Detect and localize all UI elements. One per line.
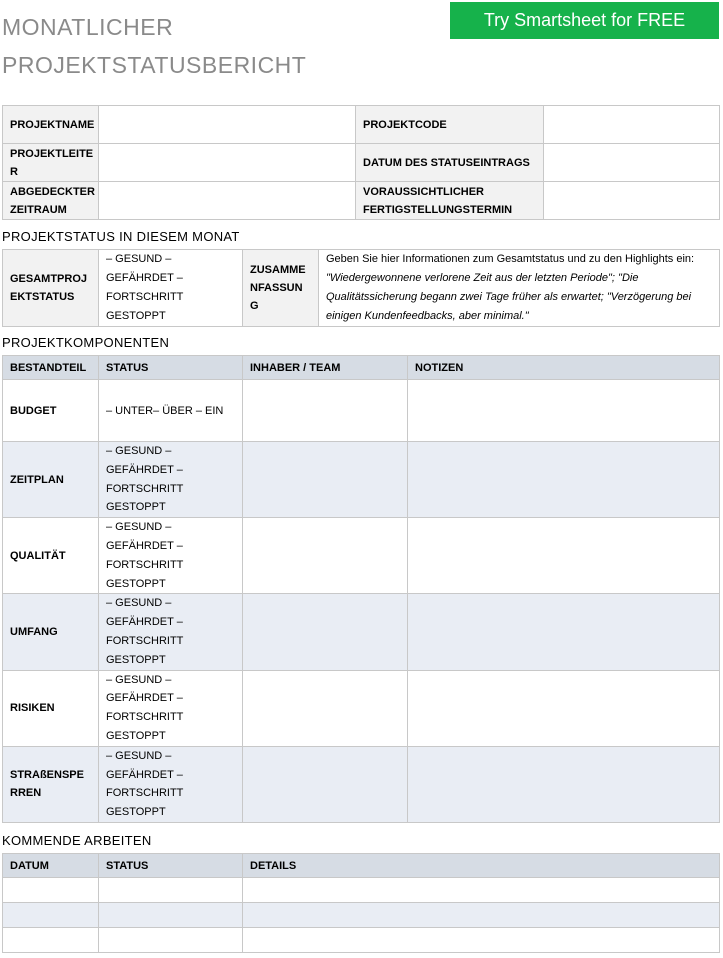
- completion-field[interactable]: [544, 182, 720, 220]
- component-name-quality: [3, 518, 99, 594]
- upcoming-details-field[interactable]: [243, 878, 720, 903]
- status-option: – GESUND –: [106, 521, 172, 534]
- status-option: GESTOPPT: [106, 309, 166, 322]
- period-label-line-2: ZEITRAUM: [10, 203, 67, 216]
- status-option: GEFÄHRDET –: [106, 692, 183, 705]
- status-option: – GESUND –: [106, 445, 172, 457]
- overall-status-table: [2, 249, 720, 327]
- component-name-roadblocks: [3, 746, 99, 822]
- project-lead-field[interactable]: [99, 144, 356, 182]
- component-status-quality[interactable]: [99, 518, 243, 594]
- page-title: [2, 8, 422, 84]
- status-option: GESTOPPT: [106, 653, 166, 666]
- column-header-status: STATUS: [99, 854, 243, 878]
- upcoming-date-field[interactable]: [3, 878, 99, 903]
- period-label: [3, 182, 99, 220]
- status-option: GESTOPPT: [106, 501, 166, 514]
- component-name-schedule: [3, 442, 99, 518]
- project-lead-label: [3, 144, 99, 182]
- component-notes-field[interactable]: [408, 746, 720, 822]
- component-name-budget: BUDGET: [3, 380, 99, 442]
- component-name-scope: [3, 594, 99, 670]
- upcoming-status-field[interactable]: [99, 903, 243, 928]
- component-name-line: ZEITPLAN: [10, 473, 64, 486]
- status-option: GEFÄHRDET –: [106, 616, 183, 629]
- component-owner-field[interactable]: [243, 670, 408, 746]
- component-owner-field[interactable]: [243, 594, 408, 670]
- component-notes-field[interactable]: [408, 442, 720, 518]
- component-name-line: RISIKEN: [10, 702, 55, 715]
- summary-text-field[interactable]: [319, 250, 720, 327]
- status-option: FORTSCHRITT: [106, 634, 184, 647]
- upcoming-status-field[interactable]: [99, 928, 243, 953]
- component-name-line: RREN: [10, 787, 42, 800]
- status-option: GESTOPPT: [106, 806, 166, 819]
- status-option: GESTOPPT: [106, 577, 166, 590]
- title-line-2: PROJEKTSTATUSBERICHT: [2, 52, 307, 78]
- component-status-budget[interactable]: – UNTER– ÜBER – EIN: [99, 380, 243, 442]
- component-notes-field[interactable]: [408, 380, 720, 442]
- summary-label-line-2: NFASSUN: [250, 282, 303, 294]
- status-option: – GESUND –: [106, 749, 172, 762]
- status-date-field[interactable]: [544, 144, 720, 182]
- component-owner-field[interactable]: [243, 746, 408, 822]
- status-option: FORTSCHRITT: [106, 291, 184, 303]
- summary-label: [243, 250, 319, 327]
- upcoming-heading: KOMMENDE ARBEITEN: [2, 833, 152, 848]
- component-status-roadblocks[interactable]: [99, 746, 243, 822]
- status-option: GESTOPPT: [106, 729, 166, 742]
- component-notes-field[interactable]: [408, 518, 720, 594]
- period-field[interactable]: [99, 182, 356, 220]
- component-owner-field[interactable]: [243, 380, 408, 442]
- completion-label-line-2: FERTIGSTELLUNGSTERMIN: [363, 203, 513, 216]
- completion-label-line-1: VORAUSSICHTLICHER: [363, 185, 485, 198]
- upcoming-details-field[interactable]: [243, 928, 720, 953]
- status-option: GEFÄHRDET –: [106, 272, 183, 285]
- column-header-component: BESTANDTEIL: [3, 356, 99, 380]
- component-status-risks[interactable]: [99, 670, 243, 746]
- component-notes-field[interactable]: [408, 670, 720, 746]
- project-code-field[interactable]: [544, 106, 720, 144]
- completion-label: [356, 182, 544, 220]
- column-header-status: STATUS: [99, 356, 243, 380]
- column-header-owner: INHABER / TEAM: [243, 356, 408, 380]
- project-lead-label-line-2: R: [10, 165, 18, 178]
- overall-status-options[interactable]: [99, 250, 243, 327]
- status-option: GEFÄHRDET –: [106, 539, 183, 552]
- components-table: [2, 355, 720, 823]
- status-date-label: DATUM DES STATUSEINTRAGS: [356, 144, 544, 182]
- upcoming-table: [2, 853, 720, 953]
- project-info-table: [2, 105, 720, 220]
- upcoming-date-field[interactable]: [3, 903, 99, 928]
- title-line-1: MONATLICHER: [2, 14, 174, 40]
- component-name-line: QUALITÄT: [10, 549, 66, 562]
- status-option: – GESUND –: [106, 253, 172, 266]
- overall-status-label: [3, 250, 99, 327]
- component-name-line: STRAßENSPE: [10, 769, 84, 782]
- column-header-date: DATUM: [3, 854, 99, 878]
- period-label-line-1: ABGEDECKTER: [10, 185, 95, 198]
- status-option: – GESUND –: [106, 597, 172, 610]
- status-option: – GESUND –: [106, 673, 172, 686]
- status-option: FORTSCHRITT: [106, 558, 184, 571]
- try-smartsheet-button[interactable]: Try Smartsheet for FREE: [450, 2, 719, 39]
- upcoming-details-field[interactable]: [243, 903, 720, 928]
- component-status-schedule[interactable]: [99, 442, 243, 518]
- summary-italic-text: "Wiedergewonnene verlorene Zeit aus der letzten Periode"; "Die Qualitätssicherung begann zwei Tage früher als erwartet; "Verzögerung bei einigen Kundenfeedbacks, aber minimal.": [326, 272, 692, 322]
- summary-text: Geben Sie hier Informationen zum Gesamtstatus und zu den Highlights ein:: [326, 253, 695, 265]
- component-status-scope[interactable]: [99, 594, 243, 670]
- status-option: FORTSCHRITT: [106, 787, 184, 800]
- status-option: GEFÄHRDET –: [106, 768, 183, 781]
- component-name-risks: [3, 670, 99, 746]
- overall-status-label-line-1: GESAMTPROJ: [10, 273, 88, 285]
- project-code-label: PROJEKTCODE: [356, 106, 544, 144]
- summary-label-line-1: ZUSAMME: [250, 264, 306, 276]
- column-header-notes: NOTIZEN: [408, 356, 720, 380]
- project-lead-label-line-1: PROJEKTLEITE: [10, 147, 94, 160]
- status-option: GEFÄHRDET –: [106, 463, 183, 476]
- project-name-label: PROJEKTNAME: [3, 106, 99, 144]
- project-name-field[interactable]: [99, 106, 356, 144]
- status-option: FORTSCHRITT: [106, 482, 184, 495]
- upcoming-date-field[interactable]: [3, 928, 99, 953]
- component-notes-field[interactable]: [408, 594, 720, 670]
- component-owner-field[interactable]: [243, 442, 408, 518]
- components-heading: PROJEKTKOMPONENTEN: [2, 335, 170, 350]
- overall-status-label-line-2: EKTSTATUS: [10, 291, 75, 303]
- upcoming-status-field[interactable]: [99, 878, 243, 903]
- component-owner-field[interactable]: [243, 518, 408, 594]
- status-option: FORTSCHRITT: [106, 711, 184, 724]
- column-header-details: DETAILS: [243, 854, 720, 878]
- summary-label-line-3: G: [250, 300, 259, 312]
- overall-status-heading: PROJEKTSTATUS IN DIESEM MONAT: [2, 229, 240, 244]
- component-name-line: UMFANG: [10, 625, 58, 638]
